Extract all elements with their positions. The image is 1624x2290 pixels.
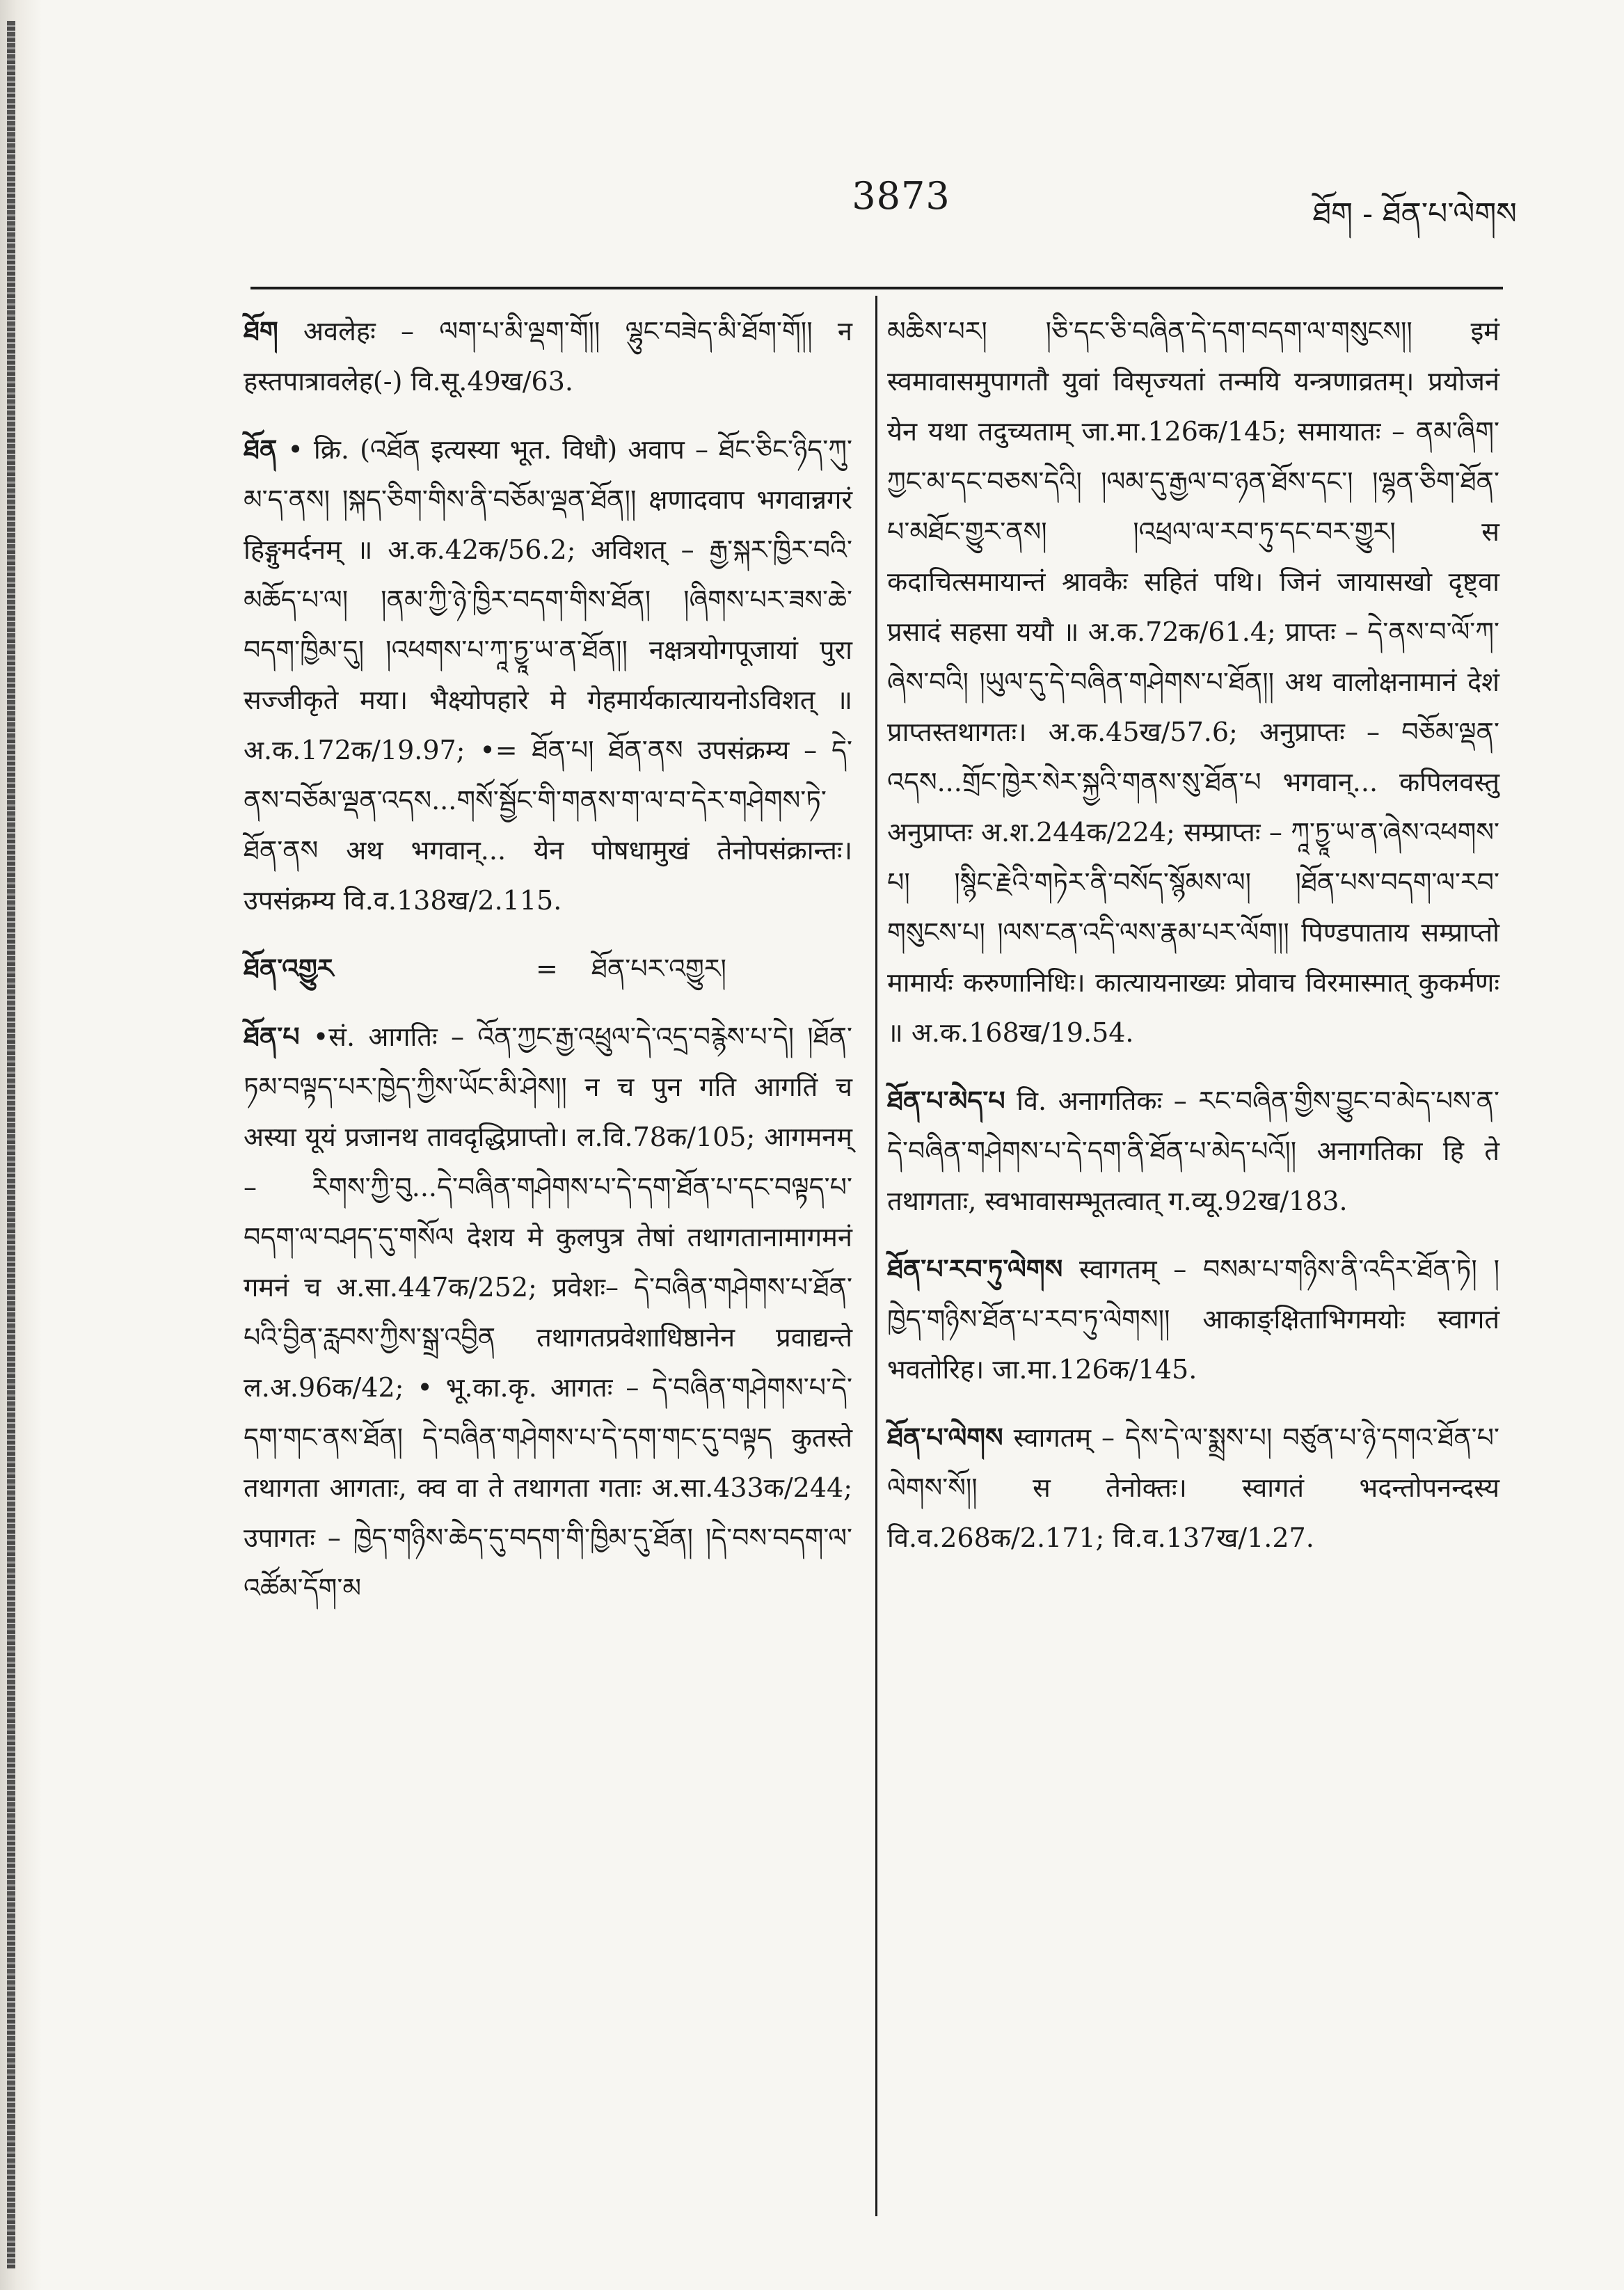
- entry-headword: ཐོག: [244, 315, 278, 347]
- entry: [887, 1413, 1508, 1563]
- entry-text: स्वागतम् – བསམ་པ་གཉིས་ནི་འདིར་ཐོན་ཏེ། །ཁྱེད་གཉིས་ཐོན་པ་རབ་ཏུ་ལེགས།། आकाङ्क्षिताभिगमयोः स्वागतं भवतोरिह। जा.मा.126क/145.: [887, 1254, 1508, 1385]
- entry: [244, 1012, 861, 1613]
- entry: [244, 424, 861, 925]
- page-number: 3873: [852, 174, 950, 218]
- entry: [887, 1076, 1508, 1226]
- entry-headword: ཐོན་པ: [244, 1021, 300, 1052]
- column-divider: [875, 296, 877, 2216]
- entry-headword: ཐོན་འགྱུར: [244, 953, 334, 984]
- entry-text: མཆིས་པར། །ཅི་དང་ཅི་བཞིན་དེ་དག་བདག་ལ་གསུངས།། इमं स्वमावासमुपागतौ युवां विसृज्यतां तन्मयि यन्त्रणाव्रतम्। प्रयोजनं येन यथा तदुच्यताम् जा.मा.126क/145; समायातः – ནམ་ཞིག་ཀྱང་མ་དང་བཅས་དེའི། །ལམ་དུ་རྒྱལ་བ་ཉན་ཐོས་དང་། །ལྷན་ཅིག་ཐོན་པ་མཐོང་གྱུར་ནས། །འཕྲལ་ལ་རབ་ཏུ་དང་བར་གྱུར། स कदाचित्समायान्तं श्रावकैः सहितं पथि। जिनं जायासखो दृष्ट्वा प्रसादं सहसा ययौ ॥ अ.क.72क/61.4; प्राप्तः – དེ་ནས་བ་ལོ་ཀ་ཞེས་བའི། །ཡུལ་དུ་དེ་བཞིན་གཤེགས་པ་ཐོན།། अथ वालोक्षनामानं देशं प्राप्तस्तथागतः। अ.क.45ख/57.6; अनुप्राप्तः – བཅོམ་ལྡན་འདས...གྲོང་ཁྱེར་སེར་སྐྱའི་གནས་སུ་ཐོན་པ भगवान्... कपिलवस्तु अनुप्राप्तः अ.श.244क/224; सम्प्राप्तः – ཀཱ་ཏྱཱ་ཡ་ན་ཞེས་འཕགས་པ། །སྙིང་རྗེའི་གཏེར་ནི་བསོད་སྙོམས་ལ། །ཐོན་པས་བདག་ལ་རབ་གསུངས་པ། །ལས་ངན་འདི་ལས་རྣམ་པར་ལོག།། पिण्डपाताय सम्प्राप्तो मामार्यः करुणानिधिः। कात्यायनाख्यः प्रोवाच विरमास्मात् कुकर्मणः ॥ अ.क.168ख/19.54.: [887, 316, 1508, 1048]
- entry-text: अवलेहः – ལག་པ་མི་ལྡག་གོ།། ལྷུང་བཟེད་མི་ཐོག་གོ།། न हस्तपात्रावलेह(-) वि.सू.49ख/63.: [244, 316, 861, 397]
- entry: [244, 306, 861, 406]
- running-header: ཐོག - ཐོན་པ་ལེགས: [1312, 196, 1517, 232]
- right-column: [887, 306, 1508, 1581]
- header-rule: [250, 287, 1503, 289]
- equals-sign: =: [536, 953, 558, 984]
- cross-reference-target: ཐོན་པར་འགྱུར།: [591, 953, 726, 984]
- entry-continuation: [887, 306, 1508, 1058]
- binding-edge: [7, 21, 15, 2268]
- entry-headword: ཐོན་པ་མེད་པ: [887, 1085, 1005, 1116]
- entry-headword: ཐོན་པ་རབ་ཏུ་ལེགས: [887, 1253, 1063, 1285]
- entry-text: वि. अनागतिकः – རང་བཞིན་གྱིས་བྱུང་བ་མེད་པས་ན་དེ་བཞིན་གཤེགས་པ་དེ་དག་ནི་ཐོན་པ་མེད་པའོ།། अनागतिका हि ते तथागताः, स्वभावासम्भूतत्वात् ग.व्यू.92ख/183.: [887, 1086, 1508, 1216]
- left-column: [244, 306, 861, 1631]
- entry: [887, 1244, 1508, 1394]
- entry-text: स्वागतम् – དེས་དེ་ལ་སྨྲས་པ། བཙུན་པ་ཉེ་དགའ་ཐོན་པ་ལེགས་སོ།། स तेनोक्तः। स्वागतं भदन्तोपनन्दस्य वि.व.268क/2.171; वि.व.137ख/1.27.: [887, 1422, 1508, 1553]
- book-binding-shadow: [0, 0, 42, 2290]
- entry-text: •सं. आगतिः – འོན་ཀྱང་རྒྱ་འཕྲུལ་དེ་འདྲ་བརྙེས་པ་དེ། །ཐོན་ཏམ་བལྟད་པར་ཁྱེད་ཀྱིས་ཡོང་མི་ཤེས།། न च पुन गति आगतिं च अस्या यूयं प्रजानथ तावदृद्धिप्राप्तो। ल.वि.78क/105; आगमनम् – རིགས་ཀྱི་བུ...དེ་བཞིན་གཤེགས་པ་དེ་དག་ཐོན་པ་དང་བལྟད་པ་བདག་ལ་བཤད་དུ་གསོལ देशय मे कुलपुत्र तेषां तथागतानामागमनं गमनं च अ.सा.447क/252; प्रवेशः– དེ་བཞིན་གཤེགས་པ་ཐོན་པའི་བྱིན་རླབས་ཀྱིས་སྒྲ་འབྱིན तथागतप्रवेशाधिष्ठानेन प्रवाद्यन्ते ल.अ.96क/42; • भू.का.कृ. आगतः – དེ་བཞིན་གཤེགས་པ་དེ་དག་གང་ནས་ཐོན། དེ་བཞིན་གཤེགས་པ་དེ་དག་གང་དུ་བལྟད कुतस्ते तथागता आगताः, क्व वा ते तथागता गताः अ.सा.433क/244; उपागतः – ཁྱེད་གཉིས་ཆེད་དུ་བདག་གི་ཁྱིམ་དུ་ཐོན། །དེ་བས་བདག་ལ་འཚོམ་དོག་མ: [244, 1021, 861, 1603]
- entry-headword: ཐོན་པ་ལེགས: [887, 1422, 1003, 1453]
- cross-reference-entry: [244, 944, 852, 994]
- entry-headword: ཐོན: [244, 434, 278, 465]
- entry-text: • क्रि. (འཐོན इत्यस्या भूत. विधौ) अवाप – ཐོང་ཅིང་ཉིད་ཀུ་མ་ད་ནས། །སྐད་ཅིག་གིས་ནི་བཅོམ་ལྡན་ཐོན།། क्षणादवाप भगवान्नगरं हिङ्गुमर्दनम् ॥ अ.क.42क/56.2; अविशत् – རྒྱ་སྐར་ཁྱིར་བའི་མཆོད་པ་ལ། །ནམ་ཀྱི་ཉེ་ཁྱིར་བདག་གིས་ཐོན། །ཞིགས་པར་ཟས་ཆེ་བདག་ཁྱིམ་དུ། །འཕགས་པ་ཀཱ་ཏྱཱ་ཡ་ན་ཐོན།། नक्षत्रयोगपूजायां पुरा सज्जीकृते मया। भैक्ष्योपहारे मे गेहमार्यकात्यायनोऽविशत् ॥ अ.क.172क/19.97; •= ཐོན་པ། ཐོན་ནས उपसंक्रम्य – དེ་ནས་བཅོམ་ལྡན་འདས...གསོ་སྦྱོང་གི་གནས་ག་ལ་བ་དེར་གཤེགས་ཏེ་ཐོན་ནས अथ भगवान्... येन पोषधामुखं तेनोपसंक्रान्तः। उपसंक्रम्य वि.व.138ख/2.115.: [244, 434, 861, 916]
